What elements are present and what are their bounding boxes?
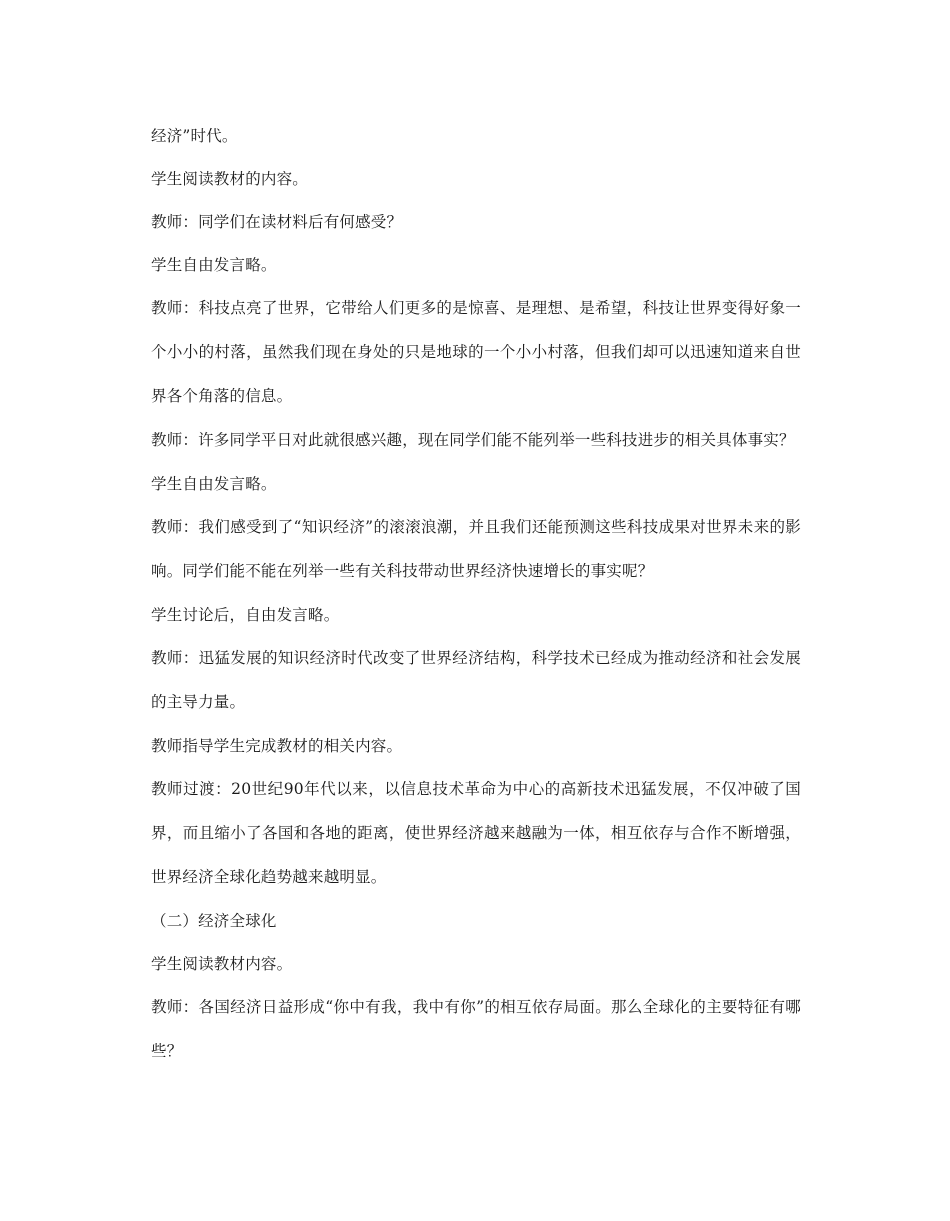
section-heading: （二）经济全球化 <box>151 912 277 930</box>
paragraph: 学生自由发言略。 <box>151 256 277 274</box>
paragraph: 教师过渡：20世纪90年代以来，以信息技术革命为中心的高新技术迅猛发展，不仅冲破了国界，而且缩小了各国和各地的距离，使世界经济越来越融为一体，相互依存与合作不断增强，世界经济全球化趋势越来越明显。 <box>151 780 801 886</box>
paragraph: 教师：科技点亮了世界，它带给人们更多的是惊喜、是理想、是希望，科技让世界变得好象一个小小的村落，虽然我们现在身处的只是地球的一个小小村落，但我们却可以迅速知道来自世界各个角落的信息。 <box>151 299 801 405</box>
paragraph: 教师：我们感受到了“知识经济”的滚滚浪潮，并且我们还能预测这些科技成果对世界未来的影响。同学们能不能在列举一些有关科技带动世界经济快速增长的事实呢？ <box>151 518 801 580</box>
paragraph: 教师：同学们在读材料后有何感受？ <box>151 213 403 231</box>
paragraph: 学生自由发言略。 <box>151 475 277 493</box>
paragraph: 学生阅读教材的内容。 <box>151 170 309 188</box>
paragraph: 教师：各国经济日益形成“你中有我，我中有你”的相互依存局面。那么全球化的主要特征有哪些？ <box>151 998 801 1060</box>
paragraph: 学生阅读教材内容。 <box>151 955 293 973</box>
paragraph: 学生讨论后，自由发言略。 <box>151 606 340 624</box>
paragraph: 教师指导学生完成教材的相关内容。 <box>151 737 403 755</box>
paragraph: 经济”时代。 <box>151 127 238 145</box>
paragraph: 教师：迅猛发展的知识经济时代改变了世界经济结构，科学技术已经成为推动经济和社会发展的主导力量。 <box>151 649 801 711</box>
paragraph: 教师：许多同学平日对此就很感兴趣，现在同学们能不能列举一些科技进步的相关具体事实？ <box>151 431 795 449</box>
document-body <box>151 126 801 1085</box>
